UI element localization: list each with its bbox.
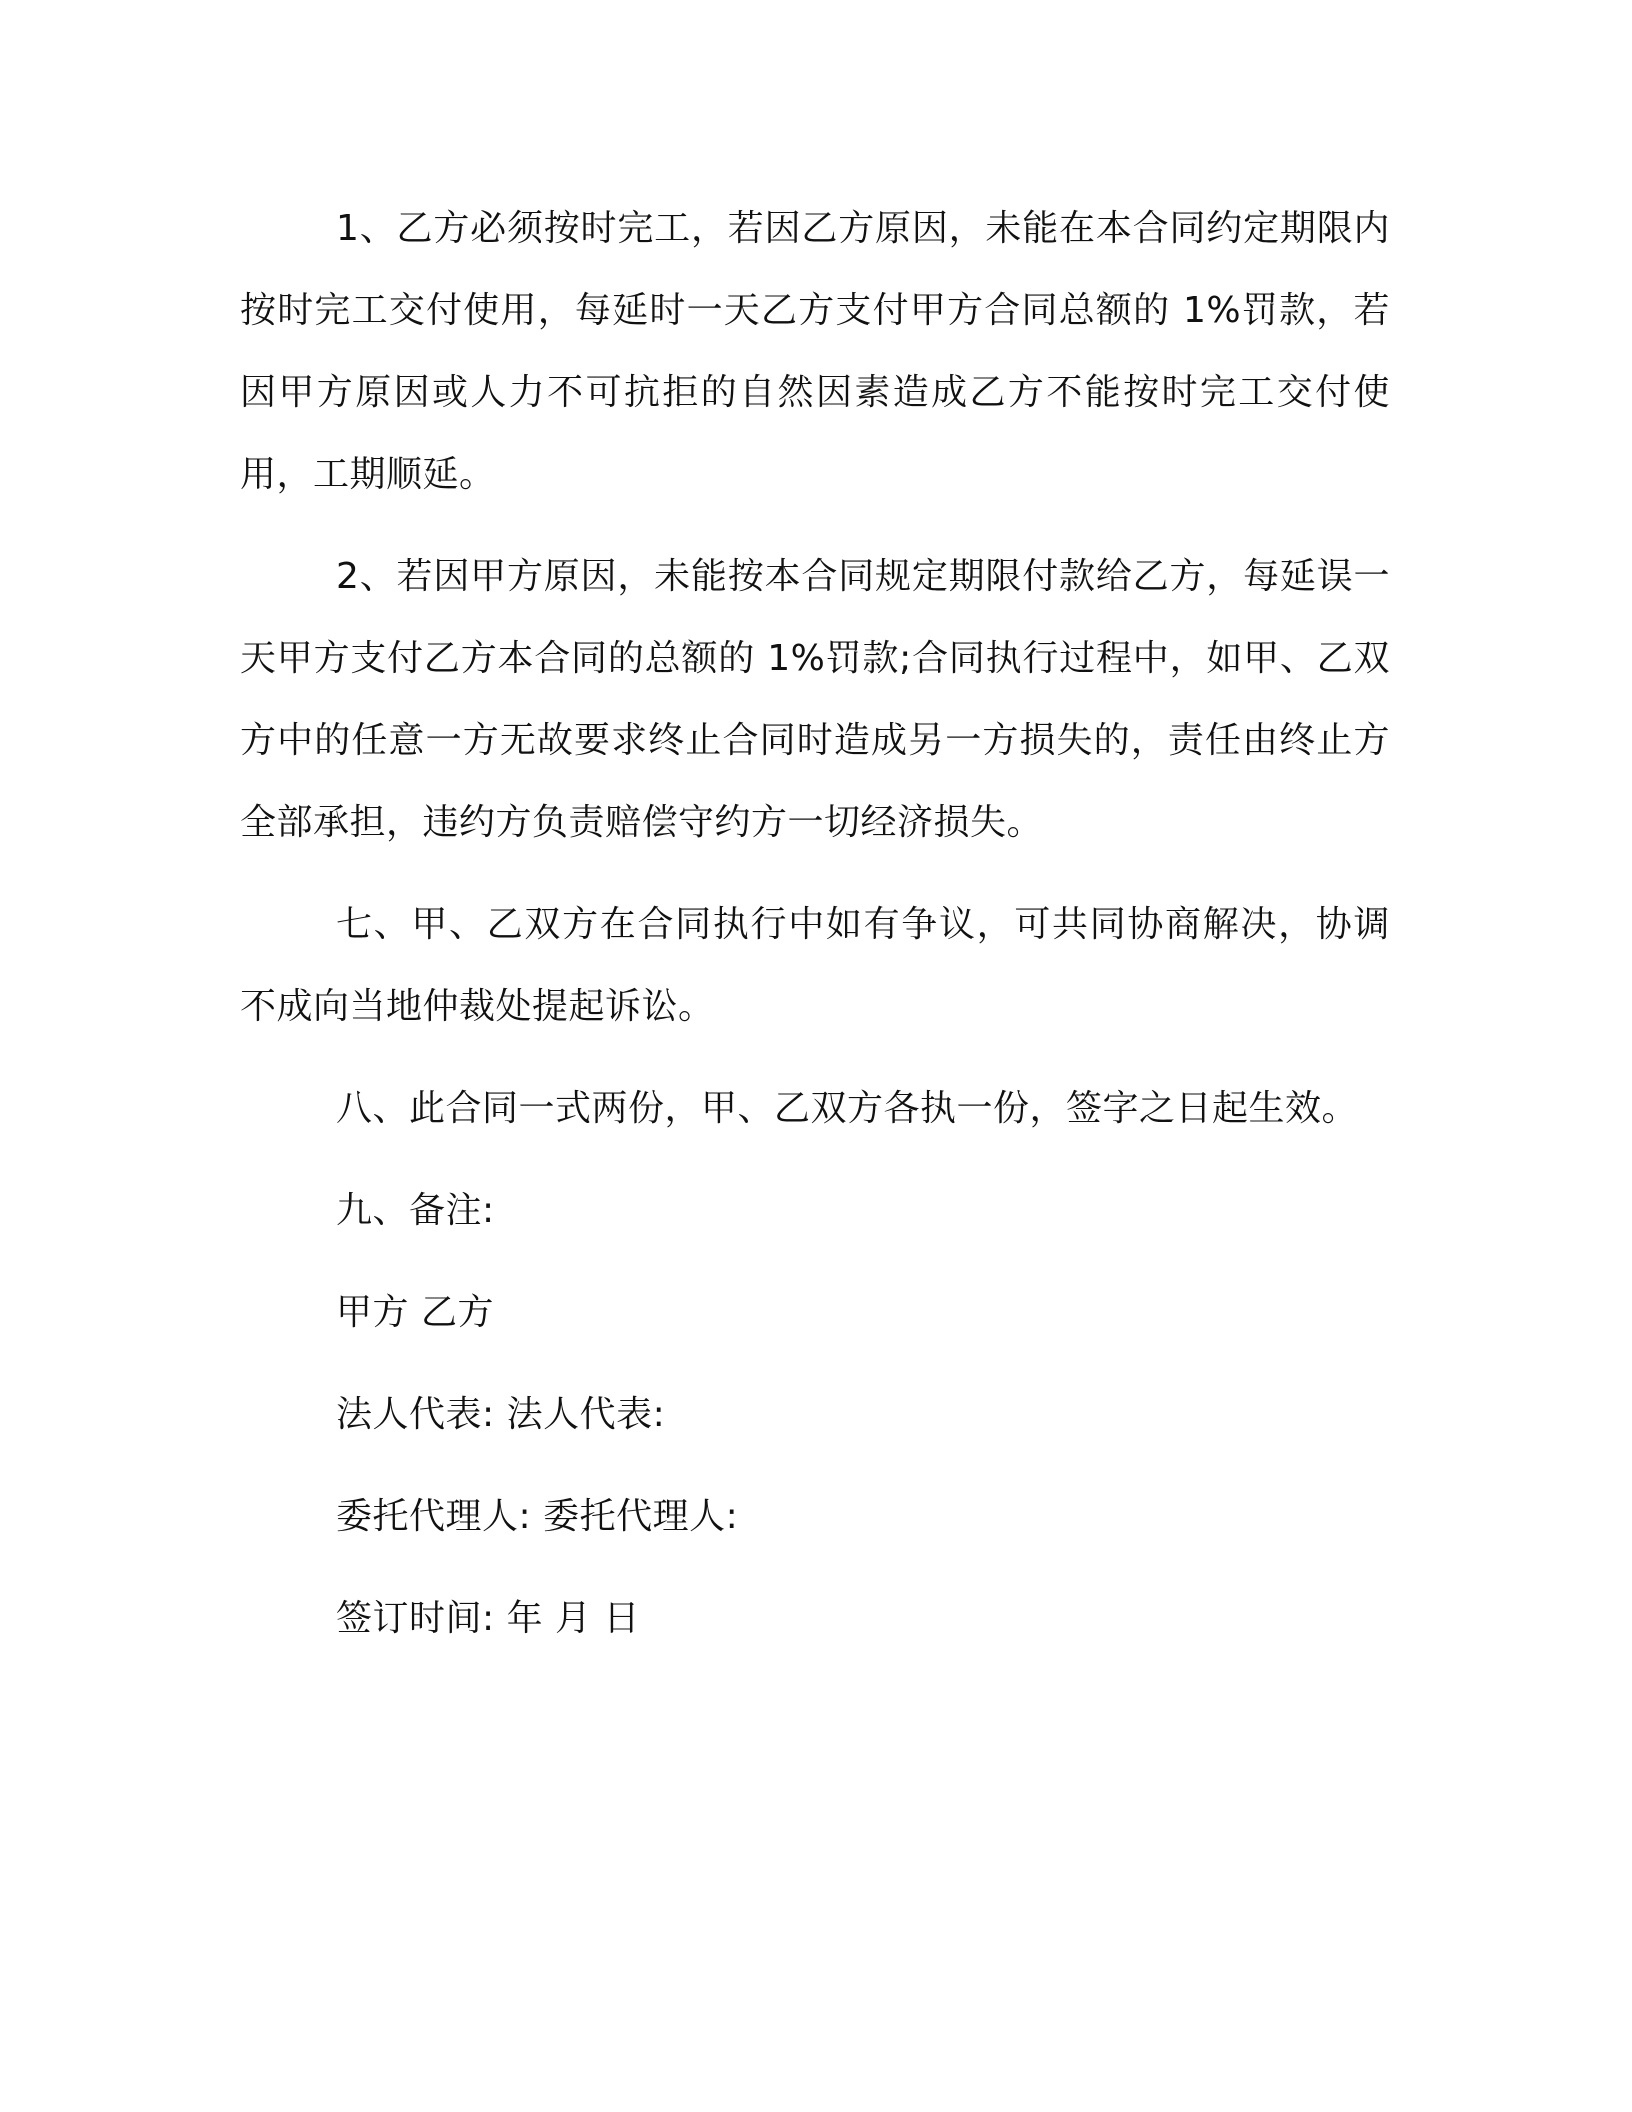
clause-2-paragraph: 2、若因甲方原因，未能按本合同规定期限付款给乙方，每延误一天甲方支付乙方本合同的总额的 1%罚款;合同执行过程中，如甲、乙双方中的任意一方无故要求终止合同时造成另一方损失的，责任由终止方全部承担，违约方负责赔偿守约方一切经济损失。 xyxy=(240,556,1390,843)
contract-page xyxy=(240,188,1390,1660)
signature-date: 签订时间: 年 月 日 xyxy=(336,1598,640,1639)
signature-agent: 委托代理人: 委托代理人: xyxy=(336,1496,739,1537)
clause-8-line: 八、此合同一式两份，甲、乙双方各执一份，签字之日起生效。 xyxy=(336,1088,1359,1129)
signature-parties: 甲方 乙方 xyxy=(336,1292,494,1333)
clause-9-remarks: 九、备注: xyxy=(336,1190,495,1231)
clause-1-paragraph: 1、乙方必须按时完工，若因乙方原因，未能在本合同约定期限内按时完工交付使用，每延时一天乙方支付甲方合同总额的 1%罚款，若因甲方原因或人力不可抗拒的自然因素造成乙方不能按时完工交付使用，工期顺延。 xyxy=(240,208,1390,495)
signature-legal-representative: 法人代表: 法人代表: xyxy=(336,1394,666,1435)
clause-7-paragraph: 七、甲、乙双方在合同执行中如有争议，可共同协商解决，协调不成向当地仲裁处提起诉讼。 xyxy=(240,904,1390,1027)
